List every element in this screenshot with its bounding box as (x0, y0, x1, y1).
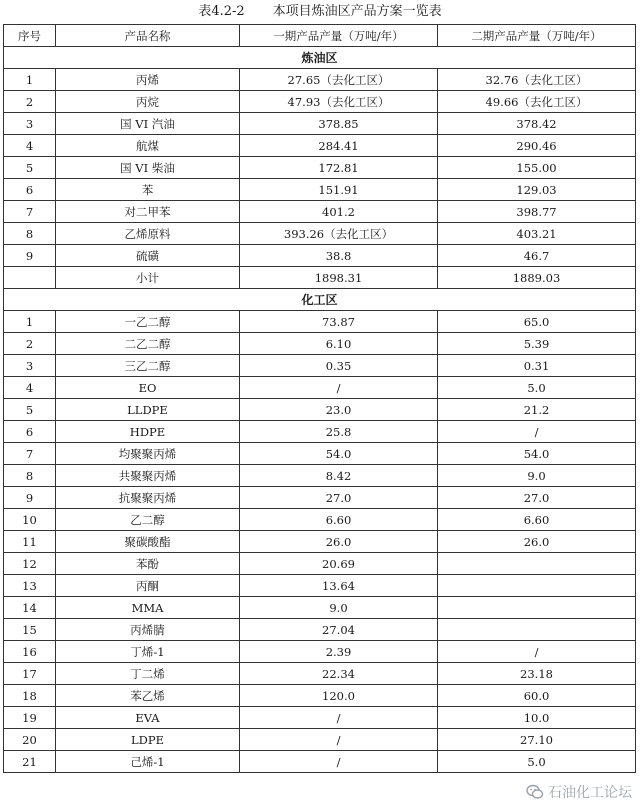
cell-phase2: 26.0 (438, 531, 636, 553)
section-row (4, 289, 636, 311)
cell-product: 丙烯腈 (56, 619, 240, 641)
cell-product: LDPE (56, 729, 240, 751)
cell-phase2: 290.46 (438, 135, 636, 157)
cell-phase1: 378.85 (240, 113, 438, 135)
section-title: 化工区 (4, 289, 636, 311)
cell-product: EO (56, 377, 240, 399)
table-row (4, 421, 636, 443)
cell-phase2: 46.7 (438, 245, 636, 267)
header-index: 序号 (4, 25, 56, 47)
table-row (4, 245, 636, 267)
cell-index: 11 (4, 531, 56, 553)
table-row (4, 135, 636, 157)
cell-index: 18 (4, 685, 56, 707)
cell-index: 13 (4, 575, 56, 597)
cell-product: 苯 (56, 179, 240, 201)
table-row (4, 531, 636, 553)
cell-index: 3 (4, 113, 56, 135)
cell-product: 丙烷 (56, 91, 240, 113)
table-row (4, 751, 636, 773)
cell-phase1: 9.0 (240, 597, 438, 619)
cell-phase2: 32.76（去化工区） (438, 69, 636, 91)
cell-product: 小计 (56, 267, 240, 289)
cell-phase1: 120.0 (240, 685, 438, 707)
cell-index: 8 (4, 465, 56, 487)
cell-product: 苯酚 (56, 553, 240, 575)
cell-phase1: 0.35 (240, 355, 438, 377)
cell-index: 4 (4, 377, 56, 399)
cell-index: 21 (4, 751, 56, 773)
cell-phase1: 73.87 (240, 311, 438, 333)
table-title: 本项目炼油区产品方案一览表 (272, 4, 442, 19)
cell-product: 抗聚聚丙烯 (56, 487, 240, 509)
cell-phase2: 10.0 (438, 707, 636, 729)
cell-index: 16 (4, 641, 56, 663)
cell-product: HDPE (56, 421, 240, 443)
cell-phase2: 6.60 (438, 509, 636, 531)
header-product: 产品名称 (56, 25, 240, 47)
table-row (4, 685, 636, 707)
cell-phase2: 49.66（去化工区） (438, 91, 636, 113)
table-row (4, 267, 636, 289)
cell-phase2: 27.10 (438, 729, 636, 751)
cell-index: 1 (4, 69, 56, 91)
table-row (4, 223, 636, 245)
cell-index: 20 (4, 729, 56, 751)
cell-phase1: 151.91 (240, 179, 438, 201)
cell-product: 乙烯原料 (56, 223, 240, 245)
cell-phase2: 5.0 (438, 377, 636, 399)
cell-product: 均聚聚丙烯 (56, 443, 240, 465)
cell-index: 19 (4, 707, 56, 729)
section-row (4, 47, 636, 69)
cell-phase1: 27.0 (240, 487, 438, 509)
cell-phase2: 129.03 (438, 179, 636, 201)
cell-phase2 (438, 597, 636, 619)
cell-phase1: 26.0 (240, 531, 438, 553)
table-row (4, 575, 636, 597)
table-row (4, 465, 636, 487)
cell-phase1: 172.81 (240, 157, 438, 179)
cell-index: 7 (4, 201, 56, 223)
cell-product: 己烯-1 (56, 751, 240, 773)
cell-index: 2 (4, 91, 56, 113)
cell-phase2: 0.31 (438, 355, 636, 377)
table-row (4, 179, 636, 201)
table-caption (0, 0, 640, 24)
cell-phase1: 38.8 (240, 245, 438, 267)
cell-index: 14 (4, 597, 56, 619)
cell-phase1: 20.69 (240, 553, 438, 575)
cell-phase2: 5.0 (438, 751, 636, 773)
cell-phase2: 155.00 (438, 157, 636, 179)
cell-index: 6 (4, 179, 56, 201)
table-row (4, 619, 636, 641)
cell-phase2: 378.42 (438, 113, 636, 135)
table-row (4, 443, 636, 465)
cell-phase2: 54.0 (438, 443, 636, 465)
cell-phase1: 22.34 (240, 663, 438, 685)
cell-index: 4 (4, 135, 56, 157)
cell-phase2 (438, 619, 636, 641)
cell-phase1: / (240, 751, 438, 773)
table-row (4, 729, 636, 751)
table-row (4, 597, 636, 619)
table-number: 表4.2-2 (198, 4, 245, 19)
cell-phase1: 23.0 (240, 399, 438, 421)
cell-product: 一乙二醇 (56, 311, 240, 333)
cell-phase2: 21.2 (438, 399, 636, 421)
cell-phase2: 23.18 (438, 663, 636, 685)
cell-index: 12 (4, 553, 56, 575)
table-body (4, 47, 636, 773)
cell-product: 三乙二醇 (56, 355, 240, 377)
cell-index: 9 (4, 245, 56, 267)
cell-product: EVA (56, 707, 240, 729)
table-row (4, 487, 636, 509)
cell-phase1: / (240, 707, 438, 729)
cell-phase1: 6.60 (240, 509, 438, 531)
cell-product: 二乙二醇 (56, 333, 240, 355)
cell-phase1: 47.93（去化工区） (240, 91, 438, 113)
table-row (4, 69, 636, 91)
cell-phase2: 1889.03 (438, 267, 636, 289)
header-row (4, 25, 636, 47)
cell-phase1: 2.39 (240, 641, 438, 663)
wechat-icon (526, 783, 544, 801)
cell-product: 丙烯 (56, 69, 240, 91)
cell-phase2: 5.39 (438, 333, 636, 355)
cell-index: 1 (4, 311, 56, 333)
cell-product: 共聚聚丙烯 (56, 465, 240, 487)
cell-index: 6 (4, 421, 56, 443)
cell-phase1: 27.65（去化工区） (240, 69, 438, 91)
cell-phase2 (438, 553, 636, 575)
cell-product: 对二甲苯 (56, 201, 240, 223)
cell-index: 2 (4, 333, 56, 355)
table-row (4, 509, 636, 531)
table-row (4, 663, 636, 685)
cell-phase1: 54.0 (240, 443, 438, 465)
cell-phase1: / (240, 729, 438, 751)
table-row (4, 641, 636, 663)
cell-phase2: / (438, 641, 636, 663)
cell-phase2: 65.0 (438, 311, 636, 333)
cell-phase1: 1898.31 (240, 267, 438, 289)
header-phase2: 二期产品产量（万吨/年） (438, 25, 636, 47)
table-row (4, 311, 636, 333)
table-row (4, 377, 636, 399)
header-phase1: 一期产品产量（万吨/年） (240, 25, 438, 47)
section-title: 炼油区 (4, 47, 636, 69)
cell-product: 聚碳酸酯 (56, 531, 240, 553)
cell-product: 苯乙烯 (56, 685, 240, 707)
table-row (4, 399, 636, 421)
cell-phase1: 13.64 (240, 575, 438, 597)
cell-phase1: 25.8 (240, 421, 438, 443)
cell-phase2: 60.0 (438, 685, 636, 707)
cell-phase1: 401.2 (240, 201, 438, 223)
cell-index: 15 (4, 619, 56, 641)
cell-product: 丁烯-1 (56, 641, 240, 663)
cell-product: MMA (56, 597, 240, 619)
cell-product: 乙二醇 (56, 509, 240, 531)
cell-phase1: 27.04 (240, 619, 438, 641)
cell-phase1: / (240, 377, 438, 399)
cell-phase2: / (438, 421, 636, 443)
cell-index: 9 (4, 487, 56, 509)
table-row (4, 91, 636, 113)
cell-phase1: 393.26（去化工区） (240, 223, 438, 245)
cell-phase1: 8.42 (240, 465, 438, 487)
watermark (526, 781, 632, 803)
table-row (4, 157, 636, 179)
cell-index: 7 (4, 443, 56, 465)
table-row (4, 355, 636, 377)
watermark-text: 石油化工论坛 (548, 785, 632, 801)
cell-index: 3 (4, 355, 56, 377)
product-table (3, 24, 636, 773)
table-row (4, 707, 636, 729)
cell-index: 10 (4, 509, 56, 531)
cell-product: 国 VI 汽油 (56, 113, 240, 135)
table-row (4, 333, 636, 355)
cell-product: 国 VI 柴油 (56, 157, 240, 179)
cell-index: 17 (4, 663, 56, 685)
cell-phase1: 284.41 (240, 135, 438, 157)
cell-product: LLDPE (56, 399, 240, 421)
table-row (4, 201, 636, 223)
cell-phase2: 9.0 (438, 465, 636, 487)
cell-product: 硫磺 (56, 245, 240, 267)
cell-index: 5 (4, 157, 56, 179)
cell-product: 丙酮 (56, 575, 240, 597)
table-row (4, 553, 636, 575)
table-row (4, 113, 636, 135)
cell-phase1: 6.10 (240, 333, 438, 355)
cell-phase2: 403.21 (438, 223, 636, 245)
cell-phase2 (438, 575, 636, 597)
cell-product: 航煤 (56, 135, 240, 157)
cell-phase2: 398.77 (438, 201, 636, 223)
cell-phase2: 27.0 (438, 487, 636, 509)
cell-product: 丁二烯 (56, 663, 240, 685)
cell-index: 5 (4, 399, 56, 421)
cell-index (4, 267, 56, 289)
cell-index: 8 (4, 223, 56, 245)
